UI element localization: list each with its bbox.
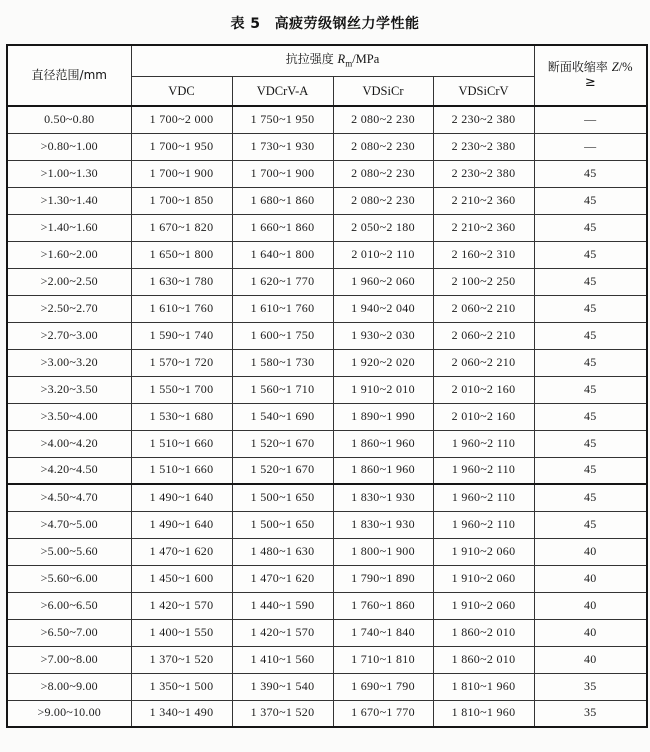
reduction-of-area-cell: 45 bbox=[534, 322, 647, 349]
table-header bbox=[7, 45, 647, 106]
diameter-range-header-label: 直径范围/mm bbox=[31, 68, 107, 83]
table-row bbox=[7, 241, 647, 268]
vdcrv-a-cell: 1 390~1 540 bbox=[232, 673, 333, 700]
vdsicrv-cell: 1 960~2 110 bbox=[433, 511, 534, 538]
tensile-strength-header bbox=[131, 45, 534, 76]
vdsicrv-cell: 2 010~2 160 bbox=[433, 376, 534, 403]
vdcrv-a-cell: 1 640~1 800 bbox=[232, 241, 333, 268]
vdc-cell: 1 340~1 490 bbox=[131, 700, 232, 727]
vdsicr-cell: 2 080~2 230 bbox=[333, 187, 433, 214]
vdsicrv-cell: 1 910~2 060 bbox=[433, 538, 534, 565]
vdsicrv-cell: 1 960~2 110 bbox=[433, 484, 534, 511]
table-row bbox=[7, 511, 647, 538]
diameter-range-cell: 0.50~0.80 bbox=[7, 106, 131, 133]
vdc-cell: 1 570~1 720 bbox=[131, 349, 232, 376]
diameter-range-cell: >1.60~2.00 bbox=[7, 241, 131, 268]
vdc-cell: 1 450~1 600 bbox=[131, 565, 232, 592]
table-row bbox=[7, 484, 647, 511]
rm-symbol: R bbox=[337, 52, 346, 67]
reduction-of-area-cell: 45 bbox=[534, 160, 647, 187]
table-row bbox=[7, 160, 647, 187]
vdsicrv-cell: 2 210~2 360 bbox=[433, 187, 534, 214]
reduction-of-area-cell: 40 bbox=[534, 538, 647, 565]
table-body bbox=[7, 106, 647, 727]
table-title-text: 高疲劳级钢丝力学性能 bbox=[274, 16, 420, 32]
vdsicrv-cell: 1 860~2 010 bbox=[433, 619, 534, 646]
table-row bbox=[7, 106, 647, 133]
reduction-of-area-header bbox=[534, 45, 647, 106]
diameter-range-cell: >4.20~4.50 bbox=[7, 457, 131, 484]
vdc-cell: 1 420~1 570 bbox=[131, 592, 232, 619]
rm-subscript: m bbox=[345, 58, 353, 69]
diameter-range-cell: >4.00~4.20 bbox=[7, 430, 131, 457]
table-row bbox=[7, 322, 647, 349]
vdsicr-cell: 2 080~2 230 bbox=[333, 160, 433, 187]
reduction-of-area-cell: 35 bbox=[534, 673, 647, 700]
table-row bbox=[7, 403, 647, 430]
vdsicrv-cell: 2 100~2 250 bbox=[433, 268, 534, 295]
diameter-range-header bbox=[7, 45, 131, 106]
vdsicr-cell: 1 790~1 890 bbox=[333, 565, 433, 592]
vdsicr-cell: 1 830~1 930 bbox=[333, 484, 433, 511]
vdcrv-a-cell: 1 540~1 690 bbox=[232, 403, 333, 430]
vdc-cell: 1 510~1 660 bbox=[131, 457, 232, 484]
vdc-cell: 1 700~1 950 bbox=[131, 133, 232, 160]
vdsicrv-cell: 2 160~2 310 bbox=[433, 241, 534, 268]
vdc-cell: 1 700~1 900 bbox=[131, 160, 232, 187]
gte-symbol: ≥ bbox=[584, 74, 596, 90]
grade-header-vdsicrv: VDSiCrV bbox=[433, 76, 534, 106]
vdsicrv-cell: 1 910~2 060 bbox=[433, 565, 534, 592]
grade-header-vdc: VDC bbox=[131, 76, 232, 106]
vdc-cell: 1 510~1 660 bbox=[131, 430, 232, 457]
vdc-cell: 1 700~1 850 bbox=[131, 187, 232, 214]
reduction-of-area-cell: 45 bbox=[534, 457, 647, 484]
vdc-cell: 1 700~2 000 bbox=[131, 106, 232, 133]
vdsicr-cell: 1 740~1 840 bbox=[333, 619, 433, 646]
table-row bbox=[7, 133, 647, 160]
reduction-of-area-cell: 45 bbox=[534, 268, 647, 295]
vdsicr-cell: 1 920~2 020 bbox=[333, 349, 433, 376]
vdsicr-cell: 1 890~1 990 bbox=[333, 403, 433, 430]
diameter-range-cell: >4.50~4.70 bbox=[7, 484, 131, 511]
vdsicr-cell: 2 050~2 180 bbox=[333, 214, 433, 241]
reduction-of-area-cell: 45 bbox=[534, 484, 647, 511]
vdcrv-a-cell: 1 620~1 770 bbox=[232, 268, 333, 295]
vdcrv-a-cell: 1 610~1 760 bbox=[232, 295, 333, 322]
reduction-of-area-cell: 45 bbox=[534, 376, 647, 403]
vdcrv-a-cell: 1 440~1 590 bbox=[232, 592, 333, 619]
vdc-cell: 1 350~1 500 bbox=[131, 673, 232, 700]
reduction-of-area-cell: 45 bbox=[534, 430, 647, 457]
mechanical-properties-table bbox=[6, 44, 648, 728]
reduction-of-area-cell: 35 bbox=[534, 700, 647, 727]
diameter-range-cell: >1.30~1.40 bbox=[7, 187, 131, 214]
vdcrv-a-cell: 1 520~1 670 bbox=[232, 430, 333, 457]
vdsicr-cell: 1 860~1 960 bbox=[333, 457, 433, 484]
reduction-of-area-cell: 40 bbox=[534, 646, 647, 673]
diameter-range-cell: >4.70~5.00 bbox=[7, 511, 131, 538]
vdsicrv-cell: 2 060~2 210 bbox=[433, 322, 534, 349]
vdc-cell: 1 630~1 780 bbox=[131, 268, 232, 295]
diameter-range-cell: >7.00~8.00 bbox=[7, 646, 131, 673]
table-row bbox=[7, 538, 647, 565]
vdcrv-a-cell: 1 480~1 630 bbox=[232, 538, 333, 565]
vdc-cell: 1 650~1 800 bbox=[131, 241, 232, 268]
vdsicr-cell: 1 930~2 030 bbox=[333, 322, 433, 349]
vdsicr-cell: 1 800~1 900 bbox=[333, 538, 433, 565]
vdsicr-cell: 2 010~2 110 bbox=[333, 241, 433, 268]
vdcrv-a-cell: 1 500~1 650 bbox=[232, 484, 333, 511]
vdc-cell: 1 610~1 760 bbox=[131, 295, 232, 322]
diameter-range-cell: >0.80~1.00 bbox=[7, 133, 131, 160]
vdsicr-cell: 1 710~1 810 bbox=[333, 646, 433, 673]
diameter-range-cell: >5.60~6.00 bbox=[7, 565, 131, 592]
reduction-of-area-label bbox=[535, 60, 647, 75]
diameter-range-cell: >9.00~10.00 bbox=[7, 700, 131, 727]
vdcrv-a-cell: 1 370~1 520 bbox=[232, 700, 333, 727]
diameter-range-cell: >8.00~9.00 bbox=[7, 673, 131, 700]
diameter-range-cell: >1.00~1.30 bbox=[7, 160, 131, 187]
reduction-of-area-cell: — bbox=[534, 106, 647, 133]
reduction-of-area-cell: 45 bbox=[534, 295, 647, 322]
diameter-range-cell: >2.00~2.50 bbox=[7, 268, 131, 295]
reduction-of-area-unit: /% bbox=[618, 60, 633, 75]
reduction-of-area-cell: 45 bbox=[534, 214, 647, 241]
vdcrv-a-cell: 1 580~1 730 bbox=[232, 349, 333, 376]
vdc-cell: 1 370~1 520 bbox=[131, 646, 232, 673]
table-row bbox=[7, 673, 647, 700]
vdsicrv-cell: 1 810~1 960 bbox=[433, 700, 534, 727]
vdsicr-cell: 1 940~2 040 bbox=[333, 295, 433, 322]
reduction-of-area-cell: 40 bbox=[534, 619, 647, 646]
vdsicrv-cell: 1 810~1 960 bbox=[433, 673, 534, 700]
vdsicr-cell: 1 960~2 060 bbox=[333, 268, 433, 295]
vdsicrv-cell: 2 230~2 380 bbox=[433, 106, 534, 133]
vdsicrv-cell: 2 230~2 380 bbox=[433, 160, 534, 187]
tensile-strength-label: 抗拉强度 bbox=[285, 52, 338, 67]
reduction-of-area-cell: 40 bbox=[534, 592, 647, 619]
vdsicrv-cell: 1 860~2 010 bbox=[433, 646, 534, 673]
vdsicrv-cell: 2 060~2 210 bbox=[433, 295, 534, 322]
diameter-range-cell: >3.20~3.50 bbox=[7, 376, 131, 403]
table-row bbox=[7, 592, 647, 619]
table-row bbox=[7, 268, 647, 295]
vdcrv-a-cell: 1 680~1 860 bbox=[232, 187, 333, 214]
table-row bbox=[7, 700, 647, 727]
reduction-of-area-cell: 45 bbox=[534, 511, 647, 538]
vdsicr-cell: 1 690~1 790 bbox=[333, 673, 433, 700]
vdsicr-cell: 1 670~1 770 bbox=[333, 700, 433, 727]
reduction-of-area-cell: 45 bbox=[534, 187, 647, 214]
vdcrv-a-cell: 1 750~1 950 bbox=[232, 106, 333, 133]
vdsicrv-cell: 1 960~2 110 bbox=[433, 457, 534, 484]
table-row bbox=[7, 376, 647, 403]
vdsicr-cell: 1 910~2 010 bbox=[333, 376, 433, 403]
vdcrv-a-cell: 1 600~1 750 bbox=[232, 322, 333, 349]
vdsicr-cell: 1 830~1 930 bbox=[333, 511, 433, 538]
table-number: 表 5 bbox=[230, 16, 261, 32]
vdcrv-a-cell: 1 470~1 620 bbox=[232, 565, 333, 592]
vdc-cell: 1 490~1 640 bbox=[131, 511, 232, 538]
diameter-range-cell: >6.00~6.50 bbox=[7, 592, 131, 619]
diameter-range-cell: >1.40~1.60 bbox=[7, 214, 131, 241]
diameter-range-cell: >2.70~3.00 bbox=[7, 322, 131, 349]
table-row bbox=[7, 457, 647, 484]
vdc-cell: 1 670~1 820 bbox=[131, 214, 232, 241]
vdc-cell: 1 490~1 640 bbox=[131, 484, 232, 511]
reduction-of-area-text: 断面收缩率 bbox=[547, 60, 612, 75]
vdsicr-cell: 2 080~2 230 bbox=[333, 106, 433, 133]
reduction-of-area-cell: 45 bbox=[534, 403, 647, 430]
reduction-of-area-cell: — bbox=[534, 133, 647, 160]
vdcrv-a-cell: 1 500~1 650 bbox=[232, 511, 333, 538]
grade-header-vdcrv-a: VDCrV-A bbox=[232, 76, 333, 106]
diameter-range-cell: >3.00~3.20 bbox=[7, 349, 131, 376]
vdc-cell: 1 530~1 680 bbox=[131, 403, 232, 430]
vdsicrv-cell: 2 060~2 210 bbox=[433, 349, 534, 376]
diameter-range-cell: >2.50~2.70 bbox=[7, 295, 131, 322]
diameter-range-cell: >6.50~7.00 bbox=[7, 619, 131, 646]
table-row bbox=[7, 214, 647, 241]
vdsicrv-cell: 2 210~2 360 bbox=[433, 214, 534, 241]
table-row bbox=[7, 619, 647, 646]
vdcrv-a-cell: 1 730~1 930 bbox=[232, 133, 333, 160]
diameter-range-cell: >3.50~4.00 bbox=[7, 403, 131, 430]
table-row bbox=[7, 565, 647, 592]
diameter-range-cell: >5.00~5.60 bbox=[7, 538, 131, 565]
vdsicrv-cell: 2 010~2 160 bbox=[433, 403, 534, 430]
vdc-cell: 1 470~1 620 bbox=[131, 538, 232, 565]
vdcrv-a-cell: 1 660~1 860 bbox=[232, 214, 333, 241]
vdc-cell: 1 400~1 550 bbox=[131, 619, 232, 646]
vdsicrv-cell: 1 960~2 110 bbox=[433, 430, 534, 457]
vdc-cell: 1 550~1 700 bbox=[131, 376, 232, 403]
vdcrv-a-cell: 1 560~1 710 bbox=[232, 376, 333, 403]
vdsicr-cell: 2 080~2 230 bbox=[333, 133, 433, 160]
table-row bbox=[7, 430, 647, 457]
z-symbol: Z bbox=[611, 60, 619, 75]
table-row bbox=[7, 646, 647, 673]
vdsicrv-cell: 2 230~2 380 bbox=[433, 133, 534, 160]
vdcrv-a-cell: 1 520~1 670 bbox=[232, 457, 333, 484]
vdc-cell: 1 590~1 740 bbox=[131, 322, 232, 349]
reduction-of-area-cell: 40 bbox=[534, 565, 647, 592]
vdsicrv-cell: 1 910~2 060 bbox=[433, 592, 534, 619]
vdsicr-cell: 1 760~1 860 bbox=[333, 592, 433, 619]
tensile-strength-unit: /MPa bbox=[352, 52, 380, 67]
vdcrv-a-cell: 1 410~1 560 bbox=[232, 646, 333, 673]
vdcrv-a-cell: 1 420~1 570 bbox=[232, 619, 333, 646]
vdcrv-a-cell: 1 700~1 900 bbox=[232, 160, 333, 187]
table-row bbox=[7, 187, 647, 214]
table-row bbox=[7, 295, 647, 322]
table-row bbox=[7, 349, 647, 376]
table-title bbox=[0, 0, 650, 33]
grade-header-vdsicr: VDSiCr bbox=[333, 76, 433, 106]
reduction-of-area-cell: 45 bbox=[534, 241, 647, 268]
vdsicr-cell: 1 860~1 960 bbox=[333, 430, 433, 457]
reduction-of-area-cell: 45 bbox=[534, 349, 647, 376]
